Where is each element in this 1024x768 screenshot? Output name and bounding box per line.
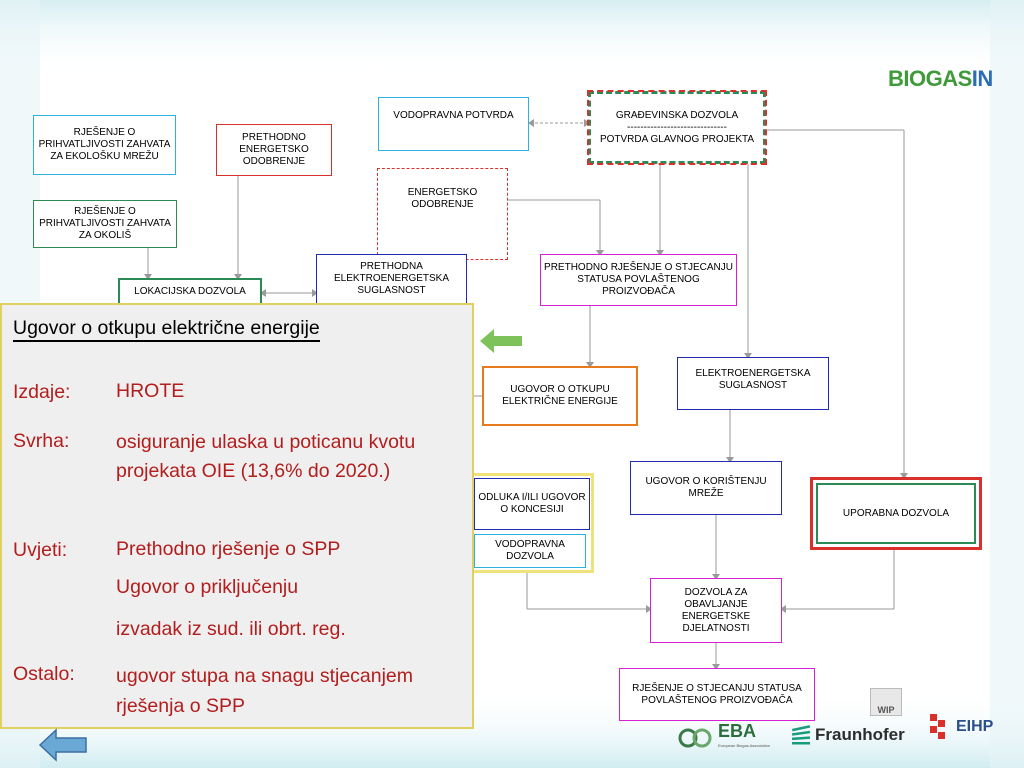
eihp-mark-icon xyxy=(930,714,954,740)
box-vodopravna-potvrda: VODOPRAVNA POTVRDA xyxy=(378,97,529,151)
box-dozvola-djelatnosti: DOZVOLA ZA OBAVLJANJE ENERGETSKE DJELATNOSTI xyxy=(650,578,782,643)
box-rjesenje-okolis: RJEŠENJE O PRIHVATLJIVOSTI ZAHVATA ZA OKOLIŠ xyxy=(33,200,177,248)
back-nav-arrow-icon[interactable] xyxy=(38,728,88,762)
svrha-label: Svrha: xyxy=(13,430,70,452)
green-pointer-arrow-icon xyxy=(480,329,522,353)
uvjeti-item-3: izvadak iz sud. ili obrt. reg. xyxy=(116,618,346,640)
eihp-logo: EIHP xyxy=(930,712,993,742)
box-energetsko-odobrenje: ENERGETSKO ODOBRENJE xyxy=(377,168,508,260)
eba-mark-icon xyxy=(678,724,714,752)
svrha-value: osiguranje ulaska u poticanu kvotu projekata OIE (13,6% do 2020.) xyxy=(116,431,416,482)
ostalo-label: Ostalo: xyxy=(13,663,75,685)
box-vodopravna-dozvola: VODOPRAVNA DOZVOLA xyxy=(474,534,586,568)
box-prethodno-energetsko-odobrenje: PRETHODNO ENERGETSKO ODOBRENJE xyxy=(216,124,332,176)
izdaje-value: HROTE xyxy=(116,380,185,402)
box-prethodna-elektroenergetska: PRETHODNA ELEKTROENERGETSKA SUGLASNOST xyxy=(316,254,467,304)
uvjeti-item-1: Prethodno rješenje o SPP xyxy=(116,538,341,560)
izdaje-label: Izdaje: xyxy=(13,381,71,403)
uvjeti-item-2: Ugovor o priključenju xyxy=(116,576,299,598)
box-ugovor-koristenju-mreze: UGOVOR O KORIŠTENJU MREŽE xyxy=(630,461,782,515)
wip-logo: WIP xyxy=(870,688,902,716)
fraunhofer-logo: Fraunhofer xyxy=(792,720,905,750)
box-rjesenje-statusa: RJEŠENJE O STJECANJU STATUSA POVLAŠTENOG PROIZVOĐAČA xyxy=(619,668,815,721)
box-lokacijska-dozvola: LOKACIJSKA DOZVOLA xyxy=(118,278,262,306)
box-uporabna-dozvola: UPORABNA DOZVOLA xyxy=(810,477,982,550)
box-ugovor-otkupu: UGOVOR O OTKUPU ELEKTRIČNE ENERGIJE xyxy=(482,366,638,426)
box-rjesenje-eko-mreza: RJEŠENJE O PRIHVATLJIVOSTI ZAHVATA ZA EKOLOŠKU MREŽU xyxy=(33,115,176,175)
ostalo-value: ugovor stupa na snagu stjecanjem rješenja o SPP xyxy=(116,665,414,717)
uvjeti-label: Uvjeti: xyxy=(13,539,68,561)
popup-title: Ugovor o otkupu električne energije xyxy=(13,317,320,339)
eba-logo: EBA European Biogas Association xyxy=(678,718,788,758)
info-popup xyxy=(0,303,474,729)
box-gradevinska-dozvola: GRAĐEVINSKA DOZVOLA ------------------------------ POTVRDA GLAVNOG PROJEKTA xyxy=(588,91,766,164)
box-odluka-koncesija: ODLUKA I/ILI UGOVOR O KONCESIJI xyxy=(474,478,590,530)
box-prethodno-rjesenje-spp: PRETHODNO RJEŠENJE O STJECANJU STATUSA POVLAŠTENOG PROIZVOĐAČA xyxy=(540,254,737,306)
biogasin-logo: BIOGASIN xyxy=(888,66,993,91)
fraunhofer-mark-icon xyxy=(792,725,812,745)
box-elektroenergetska-suglasnost: ELEKTROENERGETSKA SUGLASNOST xyxy=(677,357,829,410)
